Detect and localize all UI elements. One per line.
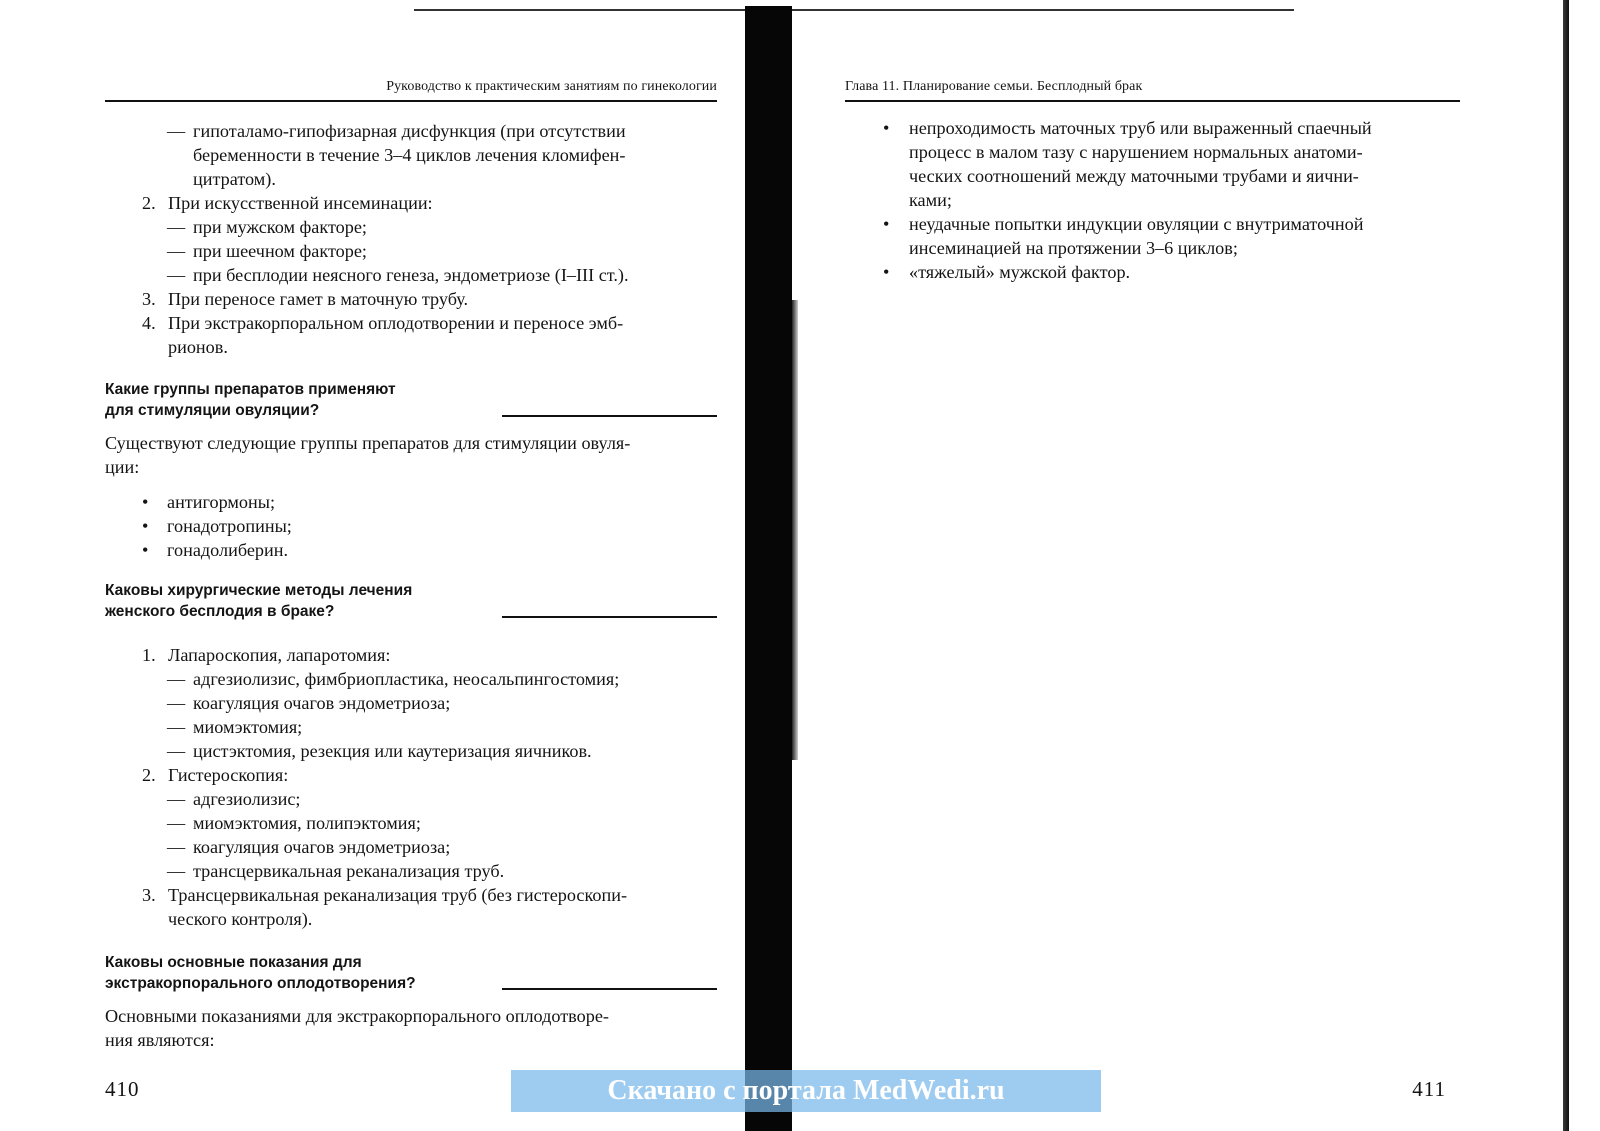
section-heading: Каковы хирургические методы лечения женского бесплодия в браке?	[105, 580, 717, 622]
list-item: — при мужском факторе;	[167, 217, 367, 237]
gutter-shadow	[792, 300, 798, 760]
list-item: — при шеечном факторе;	[167, 241, 367, 261]
section-heading: Каковы основные показания для экстракорпорального оплодотворения?	[105, 952, 717, 994]
list-item: — коагуляция очагов эндометриоза;	[167, 837, 451, 857]
list-item: — адгезиолизис;	[167, 789, 301, 809]
page-edge-shadow	[1563, 0, 1569, 1131]
watermark-banner: Скачано с портала MedWedi.ru	[511, 1070, 1101, 1112]
page-number-left: 410	[105, 1077, 140, 1101]
list-item: • гонадолиберин.	[142, 540, 289, 560]
left-page	[105, 0, 717, 1131]
list-item: — коагуляция очагов эндометриоза;	[167, 693, 451, 713]
left-running-head: Руководство к практическим занятиям по гинекологии	[105, 78, 717, 102]
right-page	[845, 0, 1460, 1131]
heading-rule	[502, 415, 717, 417]
paragraph: Основными показаниями для экстракорпорального оплодотворе- ния являются:	[105, 1006, 609, 1050]
list-item: • антигормоны;	[142, 492, 276, 512]
list-item: 1. Лапароскопия, лапаротомия:	[142, 645, 391, 665]
list-item: — цистэктомия, резекция или каутеризация яичников.	[167, 741, 592, 761]
list-item: 3. Трансцервикальная реканализация труб (без гистероскопи- ческого контроля).	[142, 885, 628, 929]
list-item: — трансцервикальная реканализация труб.	[167, 861, 505, 881]
heading-rule	[502, 988, 717, 990]
list-item: — миомэктомия, полипэктомия;	[167, 813, 421, 833]
list-item: • непроходимость маточных труб или выраженный спаечный процесс в малом тазу с нарушением нормальных анатоми- ческих соотношений между маточными трубами и яични- ками;	[883, 118, 1372, 210]
list-item: — адгезиолизис, фимбриопластика, неосальпингостомия;	[167, 669, 620, 689]
list-item: — миомэктомия;	[167, 717, 303, 737]
list-item: • неудачные попытки индукции овуляции с внутриматочной инсеминацией на протяжении 3–6 циклов;	[883, 214, 1364, 258]
list-item: • гонадотропины;	[142, 516, 292, 536]
paragraph: Существуют следующие группы препаратов для стимуляции овуля- ции:	[105, 433, 631, 477]
right-running-head: Глава 11. Планирование семьи. Бесплодный брак	[845, 78, 1460, 102]
list-item: 4. При экстракорпоральном оплодотворении и переносе эмб- рионов.	[142, 313, 624, 357]
list-item: • «тяжелый» мужской фактор.	[883, 262, 1131, 282]
list-item: 3. При переносе гамет в маточную трубу.	[142, 289, 469, 309]
section-heading: Какие группы препаратов применяют для стимуляции овуляции?	[105, 379, 717, 421]
left-page-body	[105, 119, 717, 1052]
list-item: — гипоталамо-гипофизарная дисфункция (при отсутствии беременности в течение 3–4 циклов лечения кломифен- цитратом).	[167, 121, 626, 189]
heading-rule	[502, 616, 717, 618]
list-item: — при бесплодии неясного генеза, эндометриозе (I–III ст.).	[167, 265, 629, 285]
list-item: 2. При искусственной инсеминации:	[142, 193, 433, 213]
list-item: 2. Гистероскопия:	[142, 765, 289, 785]
right-page-body	[845, 116, 1460, 284]
book-gutter	[745, 6, 792, 1131]
page-number-right: 411	[1412, 1077, 1446, 1101]
